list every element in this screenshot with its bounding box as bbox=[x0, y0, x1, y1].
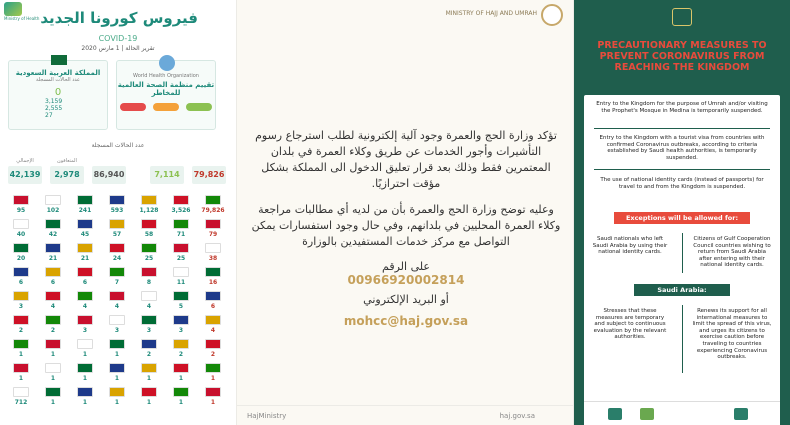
country-cell bbox=[40, 315, 66, 341]
country-flag-icon bbox=[13, 195, 29, 205]
country-cell bbox=[168, 243, 194, 269]
country-cell bbox=[104, 291, 130, 317]
country-flag-icon bbox=[45, 387, 61, 397]
measure-item-2: Entry to the Kingdom with a tourist visa from countries with confirmed Coronavirus outbreaks, according to criteria established by Saudi health authorities, is temporarily suspended. bbox=[599, 135, 765, 161]
country-case-count: 593 bbox=[110, 207, 124, 214]
country-flag-icon bbox=[173, 243, 189, 253]
ksa-v1: 3,159 bbox=[45, 98, 63, 105]
country-flag-icon bbox=[13, 267, 29, 277]
country-flag-icon bbox=[13, 219, 29, 229]
country-flag-icon bbox=[77, 243, 93, 253]
email-label: أو البريد الإلكتروني bbox=[363, 292, 449, 306]
who-box-title: تقييم منظمة الصحة العالمية للمخاطر bbox=[117, 81, 215, 97]
country-case-count: 3 bbox=[146, 327, 152, 334]
totals-label: عدد الحالات المسجلة bbox=[91, 142, 145, 149]
country-flag-icon bbox=[141, 195, 157, 205]
country-cell bbox=[200, 195, 226, 221]
country-cell bbox=[136, 363, 162, 389]
country-case-count: 6 bbox=[210, 303, 216, 310]
hajj-ministry-logo-icon bbox=[541, 4, 563, 26]
saudi-arabia-banner: Saudi Arabia: bbox=[634, 284, 730, 296]
country-cell bbox=[136, 243, 162, 269]
country-case-count: 1 bbox=[82, 351, 88, 358]
country-flag-icon bbox=[77, 363, 93, 373]
country-case-count: 4 bbox=[50, 303, 56, 310]
exceptions-banner: Exceptions will be allowed for: bbox=[614, 212, 750, 224]
country-flag-icon bbox=[205, 243, 221, 253]
country-case-count: 6 bbox=[18, 279, 24, 286]
precautionary-measures-panel bbox=[574, 0, 790, 425]
country-cell bbox=[168, 219, 194, 245]
country-case-count: 24 bbox=[112, 255, 122, 262]
country-case-count: 1 bbox=[146, 375, 152, 382]
divider bbox=[682, 233, 683, 273]
measures-title: PRECAUTIONARY MEASURES TO PREVENT CORONAVIRUS FROM REACHING THE KINGDOM bbox=[597, 40, 767, 74]
ksa-box-sub: عدد الحالات المسجلة bbox=[35, 77, 81, 83]
country-cell bbox=[72, 387, 98, 413]
country-flag-icon bbox=[109, 195, 125, 205]
infographic-title: فيروس كورونا الجديد bbox=[40, 9, 198, 27]
country-case-count: 1,128 bbox=[139, 207, 159, 214]
country-cell bbox=[40, 219, 66, 245]
country-case-count: 2 bbox=[146, 351, 152, 358]
country-cell bbox=[168, 315, 194, 341]
country-cell bbox=[168, 267, 194, 293]
country-case-count: 712 bbox=[14, 399, 28, 406]
ministry-logo-icon bbox=[608, 408, 622, 420]
country-flag-icon bbox=[13, 243, 29, 253]
ksa-stats-box bbox=[8, 60, 108, 130]
ksa-box-title: المملكة العربية السعودية bbox=[15, 69, 101, 77]
country-case-count: 21 bbox=[80, 255, 90, 262]
country-cell bbox=[8, 267, 34, 293]
country-flag-icon bbox=[173, 267, 189, 277]
country-flag-icon bbox=[173, 387, 189, 397]
country-case-count: 3,526 bbox=[171, 207, 191, 214]
country-case-count: 21 bbox=[48, 255, 58, 262]
phone-number[interactable]: 00966920002814 bbox=[347, 272, 465, 287]
country-flag-icon bbox=[205, 291, 221, 301]
country-cell bbox=[40, 195, 66, 221]
country-case-count: 6 bbox=[50, 279, 56, 286]
country-flag-icon bbox=[45, 243, 61, 253]
country-flag-icon bbox=[45, 267, 61, 277]
country-case-count: 42 bbox=[48, 231, 58, 238]
risk-pill-high bbox=[120, 103, 146, 111]
country-flag-icon bbox=[205, 315, 221, 325]
country-case-count: 1 bbox=[50, 399, 56, 406]
measure-item-3: The use of national identity cards (instead of passports) for travel to and from the Kingdom is suspended. bbox=[600, 177, 764, 190]
country-case-count: 1 bbox=[146, 399, 152, 406]
number-label: على الرقم bbox=[382, 259, 430, 273]
total-label: المتعافون bbox=[57, 158, 77, 164]
moh-caption: Ministry of Health bbox=[4, 16, 40, 21]
country-cell bbox=[72, 291, 98, 317]
country-case-count: 25 bbox=[144, 255, 154, 262]
country-cell bbox=[136, 315, 162, 341]
country-flag-icon bbox=[109, 315, 125, 325]
country-case-count: 2 bbox=[18, 327, 24, 334]
country-cell bbox=[72, 315, 98, 341]
country-case-count: 71 bbox=[176, 231, 186, 238]
country-flag-icon bbox=[173, 195, 189, 205]
country-flag-icon bbox=[109, 387, 125, 397]
country-flag-icon bbox=[173, 339, 189, 349]
country-flag-icon bbox=[77, 387, 93, 397]
ksa-case-count: 0 bbox=[54, 87, 62, 98]
ksa-v2: 2,555 bbox=[45, 105, 63, 112]
country-cell bbox=[40, 243, 66, 269]
country-case-count: 1 bbox=[178, 375, 184, 382]
country-flag-icon bbox=[141, 267, 157, 277]
country-cell bbox=[104, 195, 130, 221]
announcement-paragraph-2: وعليه توضح وزارة الحج والعمرة بأن من لديه أي مطالبات مراجعة وكلاء العمرة المحليين في بلدانهم، وفي حال وجود استفسارات يمكن التواصل مع مركز خدمات المستفيدين بالوزارة bbox=[251, 202, 561, 248]
country-cell bbox=[200, 267, 226, 293]
country-flag-icon bbox=[205, 363, 221, 373]
country-case-count: 2 bbox=[50, 327, 56, 334]
country-flag-icon bbox=[45, 315, 61, 325]
country-flag-icon bbox=[141, 387, 157, 397]
country-case-count: 1 bbox=[178, 399, 184, 406]
country-cell bbox=[168, 339, 194, 365]
country-cell bbox=[8, 195, 34, 221]
country-cell bbox=[72, 363, 98, 389]
saudi-point-right: Renews its support for all international measures to limit the spread of this virus, and urges its citizens to exercise caution before traveling to countries experiencing Coronavirus outbreaks. bbox=[692, 308, 772, 361]
country-flag-icon bbox=[77, 267, 93, 277]
total-value: 7,114 bbox=[150, 166, 184, 184]
country-cell bbox=[168, 363, 194, 389]
country-cell bbox=[40, 291, 66, 317]
country-flag-icon bbox=[173, 291, 189, 301]
ksa-v3: 27 bbox=[45, 112, 53, 119]
exception-left: Saudi nationals who left Saudi Arabia by using their national identity cards. bbox=[592, 236, 668, 256]
country-cell bbox=[8, 243, 34, 269]
total-label: الإجمالي bbox=[16, 158, 34, 164]
country-case-count: 3 bbox=[178, 327, 184, 334]
country-case-count: 6 bbox=[82, 279, 88, 286]
country-flag-icon bbox=[141, 291, 157, 301]
country-cell bbox=[136, 219, 162, 245]
country-case-count: 1 bbox=[82, 399, 88, 406]
country-case-count: 1 bbox=[210, 399, 216, 406]
communications-logo-icon bbox=[640, 408, 654, 420]
country-cell bbox=[40, 363, 66, 389]
hajj-announcement-panel bbox=[236, 0, 574, 425]
country-case-count: 79 bbox=[208, 231, 218, 238]
country-flag-icon bbox=[109, 219, 125, 229]
country-cell bbox=[200, 315, 226, 341]
saudi-point-left: Stresses that these measures are temporary and subject to continuous evaluation by the relevant authorities. bbox=[593, 308, 667, 341]
country-flag-icon bbox=[109, 243, 125, 253]
country-case-count: 20 bbox=[16, 255, 26, 262]
country-flag-icon bbox=[141, 219, 157, 229]
twitter-handle[interactable]: HajMinistry bbox=[247, 412, 287, 420]
country-cell bbox=[8, 339, 34, 365]
saudi-flag-icon bbox=[51, 55, 67, 65]
country-flag-icon bbox=[77, 291, 93, 301]
country-flag-icon bbox=[173, 363, 189, 373]
country-flag-icon bbox=[45, 291, 61, 301]
country-cell bbox=[200, 387, 226, 413]
country-flag-icon bbox=[173, 219, 189, 229]
country-case-count: 40 bbox=[16, 231, 26, 238]
country-flag-icon bbox=[13, 387, 29, 397]
who-org-name: World Health Organization bbox=[133, 73, 199, 79]
country-case-count: 3 bbox=[82, 327, 88, 334]
country-case-count: 1 bbox=[18, 351, 24, 358]
infographic-subtitle: COVID-19 bbox=[98, 34, 138, 43]
total-value: 2,978 bbox=[50, 166, 84, 184]
country-case-count: 102 bbox=[46, 207, 60, 214]
announcement-paragraph-1: تؤكد وزارة الحج والعمرة وجود آلية إلكترونية لطلب استرجاع رسوم التأشيرات وأجور الخدمات عن طريق وكلاء العمرة في بلدان المعتمرين فقط وذلك بعد قرار تعليق الدخول الى المملكة بشكل مؤقت احترازيًا. bbox=[255, 129, 557, 190]
country-flag-icon bbox=[77, 195, 93, 205]
risk-pill-low bbox=[186, 103, 212, 111]
country-cell bbox=[104, 243, 130, 269]
announcement-body bbox=[249, 128, 563, 328]
saudi-emblem-icon bbox=[672, 8, 692, 26]
country-cell bbox=[8, 315, 34, 341]
logos-footer bbox=[584, 401, 780, 425]
country-case-count: 4 bbox=[146, 303, 152, 310]
totals-row bbox=[0, 158, 236, 186]
measure-item-1: Entry to the Kingdom for the purpose of Umrah and/or visiting the Prophet's Mosque in Medina is temporarily suspended. bbox=[596, 101, 768, 114]
country-flag-icon bbox=[141, 315, 157, 325]
country-flag-icon bbox=[109, 291, 125, 301]
media-center-logo-icon bbox=[734, 408, 748, 420]
country-cell bbox=[104, 339, 130, 365]
country-cell bbox=[104, 363, 130, 389]
divider bbox=[594, 128, 770, 129]
country-case-count: 4 bbox=[82, 303, 88, 310]
hajj-ministry-name: MINISTRY OF HAJJ AND UMRAH bbox=[445, 10, 537, 17]
country-flag-icon bbox=[141, 363, 157, 373]
country-cell bbox=[104, 315, 130, 341]
country-flag-icon bbox=[141, 243, 157, 253]
country-cell bbox=[72, 339, 98, 365]
country-cell bbox=[168, 387, 194, 413]
country-cell bbox=[72, 219, 98, 245]
country-case-count: 4 bbox=[114, 303, 120, 310]
country-cell bbox=[8, 363, 34, 389]
country-cell bbox=[40, 267, 66, 293]
country-cell bbox=[200, 219, 226, 245]
country-case-count: 2 bbox=[210, 351, 216, 358]
country-case-count: 1 bbox=[82, 375, 88, 382]
country-case-count: 2 bbox=[178, 351, 184, 358]
country-case-count: 241 bbox=[78, 207, 92, 214]
country-flag-icon bbox=[77, 339, 93, 349]
moh-logo-icon bbox=[4, 2, 22, 16]
country-flag-icon bbox=[45, 363, 61, 373]
country-flag-icon bbox=[77, 315, 93, 325]
country-cell bbox=[8, 219, 34, 245]
country-case-count: 38 bbox=[208, 255, 218, 262]
report-date: تقرير الحالة | 1 مارس 2020 bbox=[81, 45, 155, 52]
country-case-count: 11 bbox=[176, 279, 186, 286]
country-case-count: 5 bbox=[178, 303, 184, 310]
country-cell bbox=[72, 267, 98, 293]
country-cell bbox=[136, 339, 162, 365]
country-case-count: 1 bbox=[114, 351, 120, 358]
country-flag-icon bbox=[109, 267, 125, 277]
country-flag-icon bbox=[205, 219, 221, 229]
risk-level-pills bbox=[117, 103, 215, 111]
announcement-footer bbox=[237, 405, 574, 425]
risk-pill-medium bbox=[153, 103, 179, 111]
country-case-count: 1 bbox=[114, 375, 120, 382]
country-case-count: 4 bbox=[210, 327, 216, 334]
country-flag-icon bbox=[45, 195, 61, 205]
country-case-count: 1 bbox=[18, 375, 24, 382]
country-flag-icon bbox=[173, 315, 189, 325]
country-case-count: 45 bbox=[80, 231, 90, 238]
country-cell bbox=[72, 243, 98, 269]
country-flag-icon bbox=[109, 363, 125, 373]
country-case-count: 1 bbox=[114, 399, 120, 406]
country-cell bbox=[40, 339, 66, 365]
country-case-count: 8 bbox=[146, 279, 152, 286]
country-cell bbox=[200, 243, 226, 269]
country-case-count: 3 bbox=[18, 303, 24, 310]
country-cell bbox=[136, 195, 162, 221]
country-case-count: 1 bbox=[210, 375, 216, 382]
country-cell bbox=[8, 387, 34, 413]
country-cell bbox=[104, 219, 130, 245]
country-case-count: 25 bbox=[176, 255, 186, 262]
country-cell bbox=[104, 267, 130, 293]
country-case-count: 7 bbox=[114, 279, 120, 286]
measures-card bbox=[584, 95, 780, 415]
country-flag-icon bbox=[13, 363, 29, 373]
exception-right: Citizens of Gulf Cooperation Council countries wishing to return from Saudi Arabia after entering with their national identity cards. bbox=[693, 236, 771, 269]
country-flag-icon bbox=[13, 339, 29, 349]
country-case-count: 1 bbox=[50, 375, 56, 382]
country-case-count: 58 bbox=[144, 231, 154, 238]
country-flag-icon bbox=[205, 387, 221, 397]
country-cell bbox=[72, 195, 98, 221]
email-address[interactable]: mohcc@haj.gov.sa bbox=[343, 313, 469, 328]
country-case-count: 1 bbox=[50, 351, 56, 358]
country-cell bbox=[136, 267, 162, 293]
country-flag-icon bbox=[45, 339, 61, 349]
country-case-count: 3 bbox=[114, 327, 120, 334]
country-flag-icon bbox=[109, 339, 125, 349]
country-case-count: 79,826 bbox=[201, 207, 225, 214]
country-flag-icon bbox=[205, 267, 221, 277]
country-case-count: 57 bbox=[112, 231, 122, 238]
country-cell bbox=[8, 291, 34, 317]
country-case-count: 95 bbox=[16, 207, 26, 214]
total-value: 42,139 bbox=[8, 166, 42, 184]
country-flag-icon bbox=[13, 291, 29, 301]
country-cell bbox=[168, 291, 194, 317]
covid-infographic-panel bbox=[0, 0, 236, 425]
country-cell bbox=[136, 387, 162, 413]
country-flag-icon bbox=[205, 339, 221, 349]
country-flag-icon bbox=[141, 339, 157, 349]
website-link[interactable]: haj.gov.sa bbox=[499, 412, 535, 420]
country-cell bbox=[168, 195, 194, 221]
divider bbox=[682, 305, 683, 373]
country-cell bbox=[200, 363, 226, 389]
country-cell bbox=[136, 291, 162, 317]
who-risk-box bbox=[116, 60, 216, 130]
country-cell bbox=[104, 387, 130, 413]
country-case-count: 16 bbox=[208, 279, 218, 286]
country-flag-icon bbox=[13, 315, 29, 325]
divider bbox=[594, 169, 770, 170]
country-cell bbox=[200, 339, 226, 365]
country-cell bbox=[200, 291, 226, 317]
who-logo-icon bbox=[159, 55, 175, 71]
country-flag-icon bbox=[205, 195, 221, 205]
country-flag-icon bbox=[77, 219, 93, 229]
country-flag-icon bbox=[45, 219, 61, 229]
country-cell bbox=[40, 387, 66, 413]
total-value: 79,826 bbox=[192, 166, 226, 184]
total-value: 86,940 bbox=[92, 166, 126, 184]
